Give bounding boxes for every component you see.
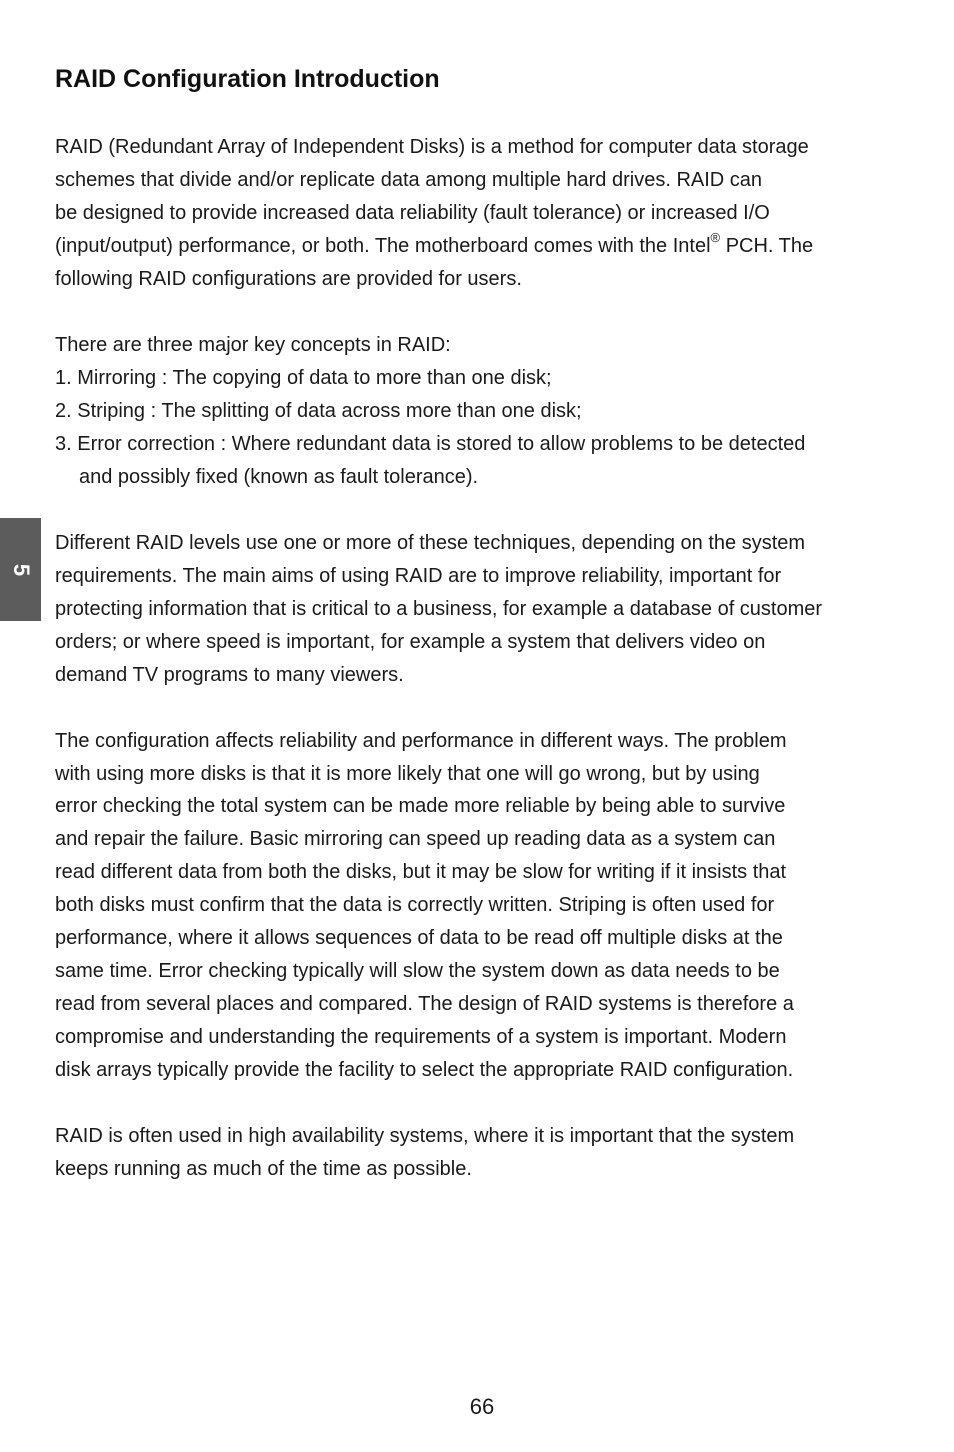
paragraph-3-line: read different data from both the disks, but it may be slow for writing if it insists that <box>55 861 787 883</box>
list-item: 2. Striping : The splitting of data across more than one disk; <box>55 400 582 422</box>
paragraph-3-line: disk arrays typically provide the facility to select the appropriate RAID configuration. <box>55 1059 794 1081</box>
paragraph-2-line: demand TV programs to many viewers. <box>55 664 404 686</box>
page-title: RAID Configuration Introduction <box>55 65 440 93</box>
chapter-tab <box>0 518 41 621</box>
paragraph-1-line: schemes that divide and/or replicate data among multiple hard drives. RAID can <box>55 169 763 191</box>
paragraph-1-text: (input/output) performance, or both. The motherboard comes with the Intel <box>55 235 711 257</box>
paragraph-2-line: requirements. The main aims of using RAID are to improve reliability, important for <box>55 565 782 587</box>
registered-mark: ® <box>710 230 721 246</box>
paragraph-1-line <box>55 232 813 260</box>
page-number: 66 <box>469 1394 495 1419</box>
paragraph-2-line: orders; or where speed is important, for example a system that delivers video on <box>55 631 766 653</box>
paragraph-1-text: PCH. The <box>720 235 814 257</box>
chapter-number: 5 <box>8 563 34 576</box>
paragraph-2-line: Different RAID levels use one or more of these techniques, depending on the system <box>55 532 806 554</box>
list-item: 3. Error correction : Where redundant data is stored to allow problems to be detected <box>55 433 806 455</box>
list-item: 1. Mirroring : The copying of data to more than one disk; <box>55 367 552 389</box>
paragraph-3-line: and repair the failure. Basic mirroring can speed up reading data as a system can <box>55 828 776 850</box>
paragraph-1-line: following RAID configurations are provided for users. <box>55 268 522 290</box>
paragraph-4-line: RAID is often used in high availability systems, where it is important that the system <box>55 1125 795 1147</box>
paragraph-3-line: same time. Error checking typically will slow the system down as data needs to be <box>55 960 780 982</box>
paragraph-3-line: with using more disks is that it is more likely that one will go wrong, but by using <box>55 763 760 785</box>
paragraph-3-line: both disks must confirm that the data is correctly written. Striping is often used for <box>55 894 775 916</box>
paragraph-3-line: The configuration affects reliability and performance in different ways. The problem <box>55 730 787 752</box>
paragraph-2-line: protecting information that is critical to a business, for example a database of customer <box>55 598 823 620</box>
paragraph-3-line: performance, where it allows sequences of data to be read off multiple disks at the <box>55 927 783 949</box>
paragraph-1-line: RAID (Redundant Array of Independent Disks) is a method for computer data storage <box>55 136 809 158</box>
paragraph-1-line: be designed to provide increased data reliability (fault tolerance) or increased I/O <box>55 202 770 224</box>
concepts-intro: There are three major key concepts in RAID: <box>55 334 451 356</box>
paragraph-3-line: read from several places and compared. The design of RAID systems is therefore a <box>55 993 794 1015</box>
paragraph-3-line: error checking the total system can be made more reliable by being able to survive <box>55 795 786 817</box>
list-item-continuation: and possibly fixed (known as fault tolerance). <box>79 466 479 488</box>
paragraph-4-line: keeps running as much of the time as possible. <box>55 1158 472 1180</box>
paragraph-3-line: compromise and understanding the requirements of a system is important. Modern <box>55 1026 787 1048</box>
